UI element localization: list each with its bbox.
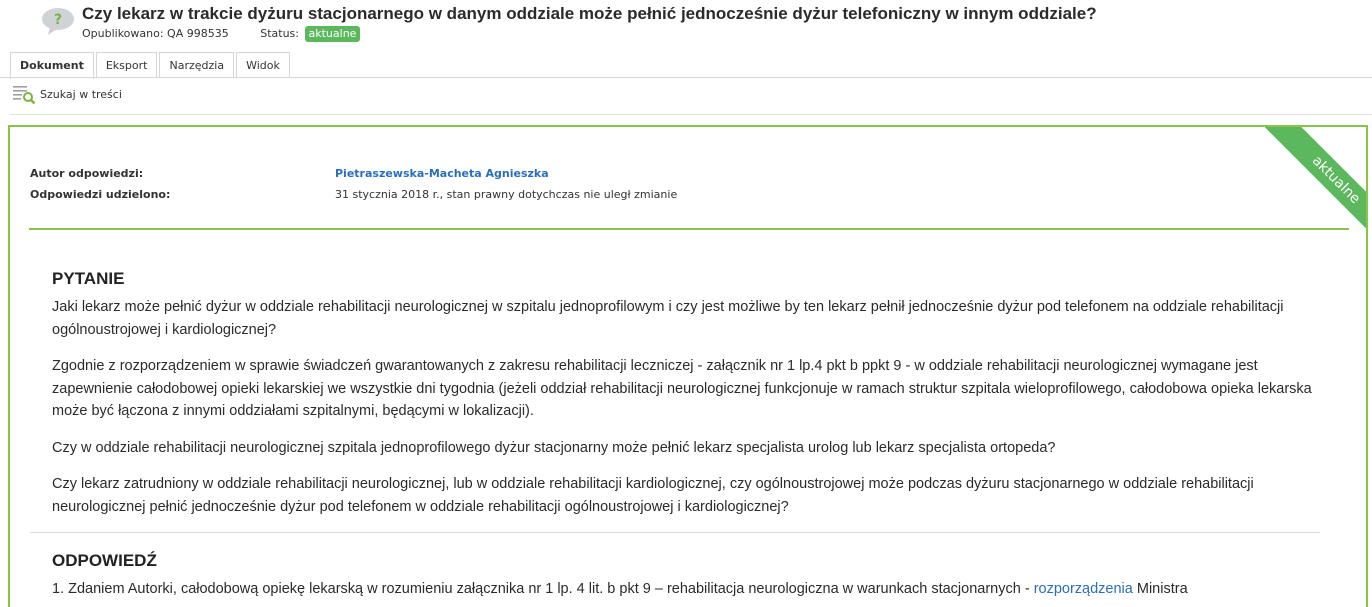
- search-in-content-icon: [12, 83, 36, 105]
- question-paragraph: Jaki lekarz może pełnić dyżur w oddziale rehabilitacji neurologicznej w szpitalu jednoprofilowym i czy jest możliwe by ten lekarz pełnił jednocześnie dyżur pod telefonem na oddziale rehabilitacji ogólnoustrojowej i kardiologicznej?: [52, 299, 1284, 338]
- document-meta: [82, 26, 360, 42]
- answer-paragraph: [52, 578, 1322, 601]
- question-heading: PYTANIE: [52, 269, 125, 288]
- answer-text: 1. Zdaniem Autorki, całodobową opiekę lekarską w rozumieniu załącznika nr 1 lp. 4 lit. b pkt 9 – rehabilitacja neurologiczna w warunkach stacjonarnych -: [52, 581, 1034, 597]
- date-label: Odpowiedzi udzielono:: [30, 188, 171, 201]
- status-badge: aktualne: [305, 26, 361, 42]
- document-panel: [8, 125, 1368, 607]
- svg-text:?: ?: [53, 12, 63, 28]
- document-body: [52, 269, 1322, 607]
- page-title: Czy lekarz w trakcie dyżuru stacjonarnego w danym oddziale może pełnić jednocześnie dyżur telefoniczny w innym oddziale?: [82, 4, 1097, 23]
- toolbar-divider: [10, 114, 1372, 115]
- answer-text: Ministra: [1132, 581, 1188, 597]
- date-value: 31 stycznia 2018 r., stan prawny dotychczas nie uległ zmianie: [335, 188, 678, 201]
- status-ribbon-label: aktualne: [1256, 127, 1366, 260]
- question-paragraph: Czy lekarz zatrudniony w oddziale rehabilitacji neurologicznej, lub w oddziale rehabilitacji kardiologicznej, czy ogólnoustrojowej może podczas dyżuru stacjonarnego w oddziale rehabilitacji neurologicznej pełnić jednocześnie dyżur pod telefonem w oddziale rehabilitacji ogólnoustrojowej i kardiologicznej?: [52, 476, 1254, 515]
- author-link[interactable]: Pietraszewska-Macheta Agnieszka: [335, 167, 549, 180]
- question-paragraph: Zgodnie z rozporządzeniem w sprawie świadczeń gwarantowanych z zakresu rehabilitacji leczniczej - załącznik nr 1 lp.4 pkt b ppkt 9 - w oddziale rehabilitacji neurologicznej wymagane jest zapewnienie całodobowej opieki lekarskiej we wszystkie dni tygodnia (jeżeli oddział rehabilitacji neurologicznej funkcjonuje w ramach struktur szpitala wieloprofilowego, całodobowa opieka lekarska może być łączona z innymi oddziałami szpitalnymi, będącymi w lokalizacji).: [52, 358, 1312, 419]
- author-label: Autor odpowiedzi:: [30, 167, 144, 180]
- answer-heading: ODPOWIEDŹ: [52, 551, 157, 570]
- status-label: Status:: [260, 27, 299, 40]
- tab-divider: [0, 77, 1372, 78]
- status-ribbon: [1226, 127, 1366, 267]
- question-paragraph: Czy w oddziale rehabilitacji neurologicznej szpitala jednoprofilowego dyżur stacjonarny może pełnić lekarz specjalista urolog lub lekarz specjalista ortopeda?: [52, 439, 1056, 456]
- question-bubble-icon: [40, 6, 76, 36]
- regulation-link[interactable]: rozporządzenia: [1033, 581, 1133, 597]
- tab-dokument[interactable]: Dokument: [10, 52, 94, 79]
- info-divider: [29, 228, 1349, 230]
- document-header: [0, 0, 1372, 48]
- tab-narzedzia[interactable]: Narzędzia: [159, 52, 234, 78]
- tab-eksport[interactable]: Eksport: [96, 52, 158, 78]
- search-in-content-button[interactable]: [12, 82, 122, 106]
- published-label: Opublikowano: QA 998535: [82, 27, 229, 40]
- section-divider: [30, 532, 1320, 533]
- search-in-content-label: Szukaj w treści: [40, 87, 122, 101]
- tab-bar: [10, 52, 292, 78]
- tab-widok[interactable]: Widok: [236, 52, 290, 78]
